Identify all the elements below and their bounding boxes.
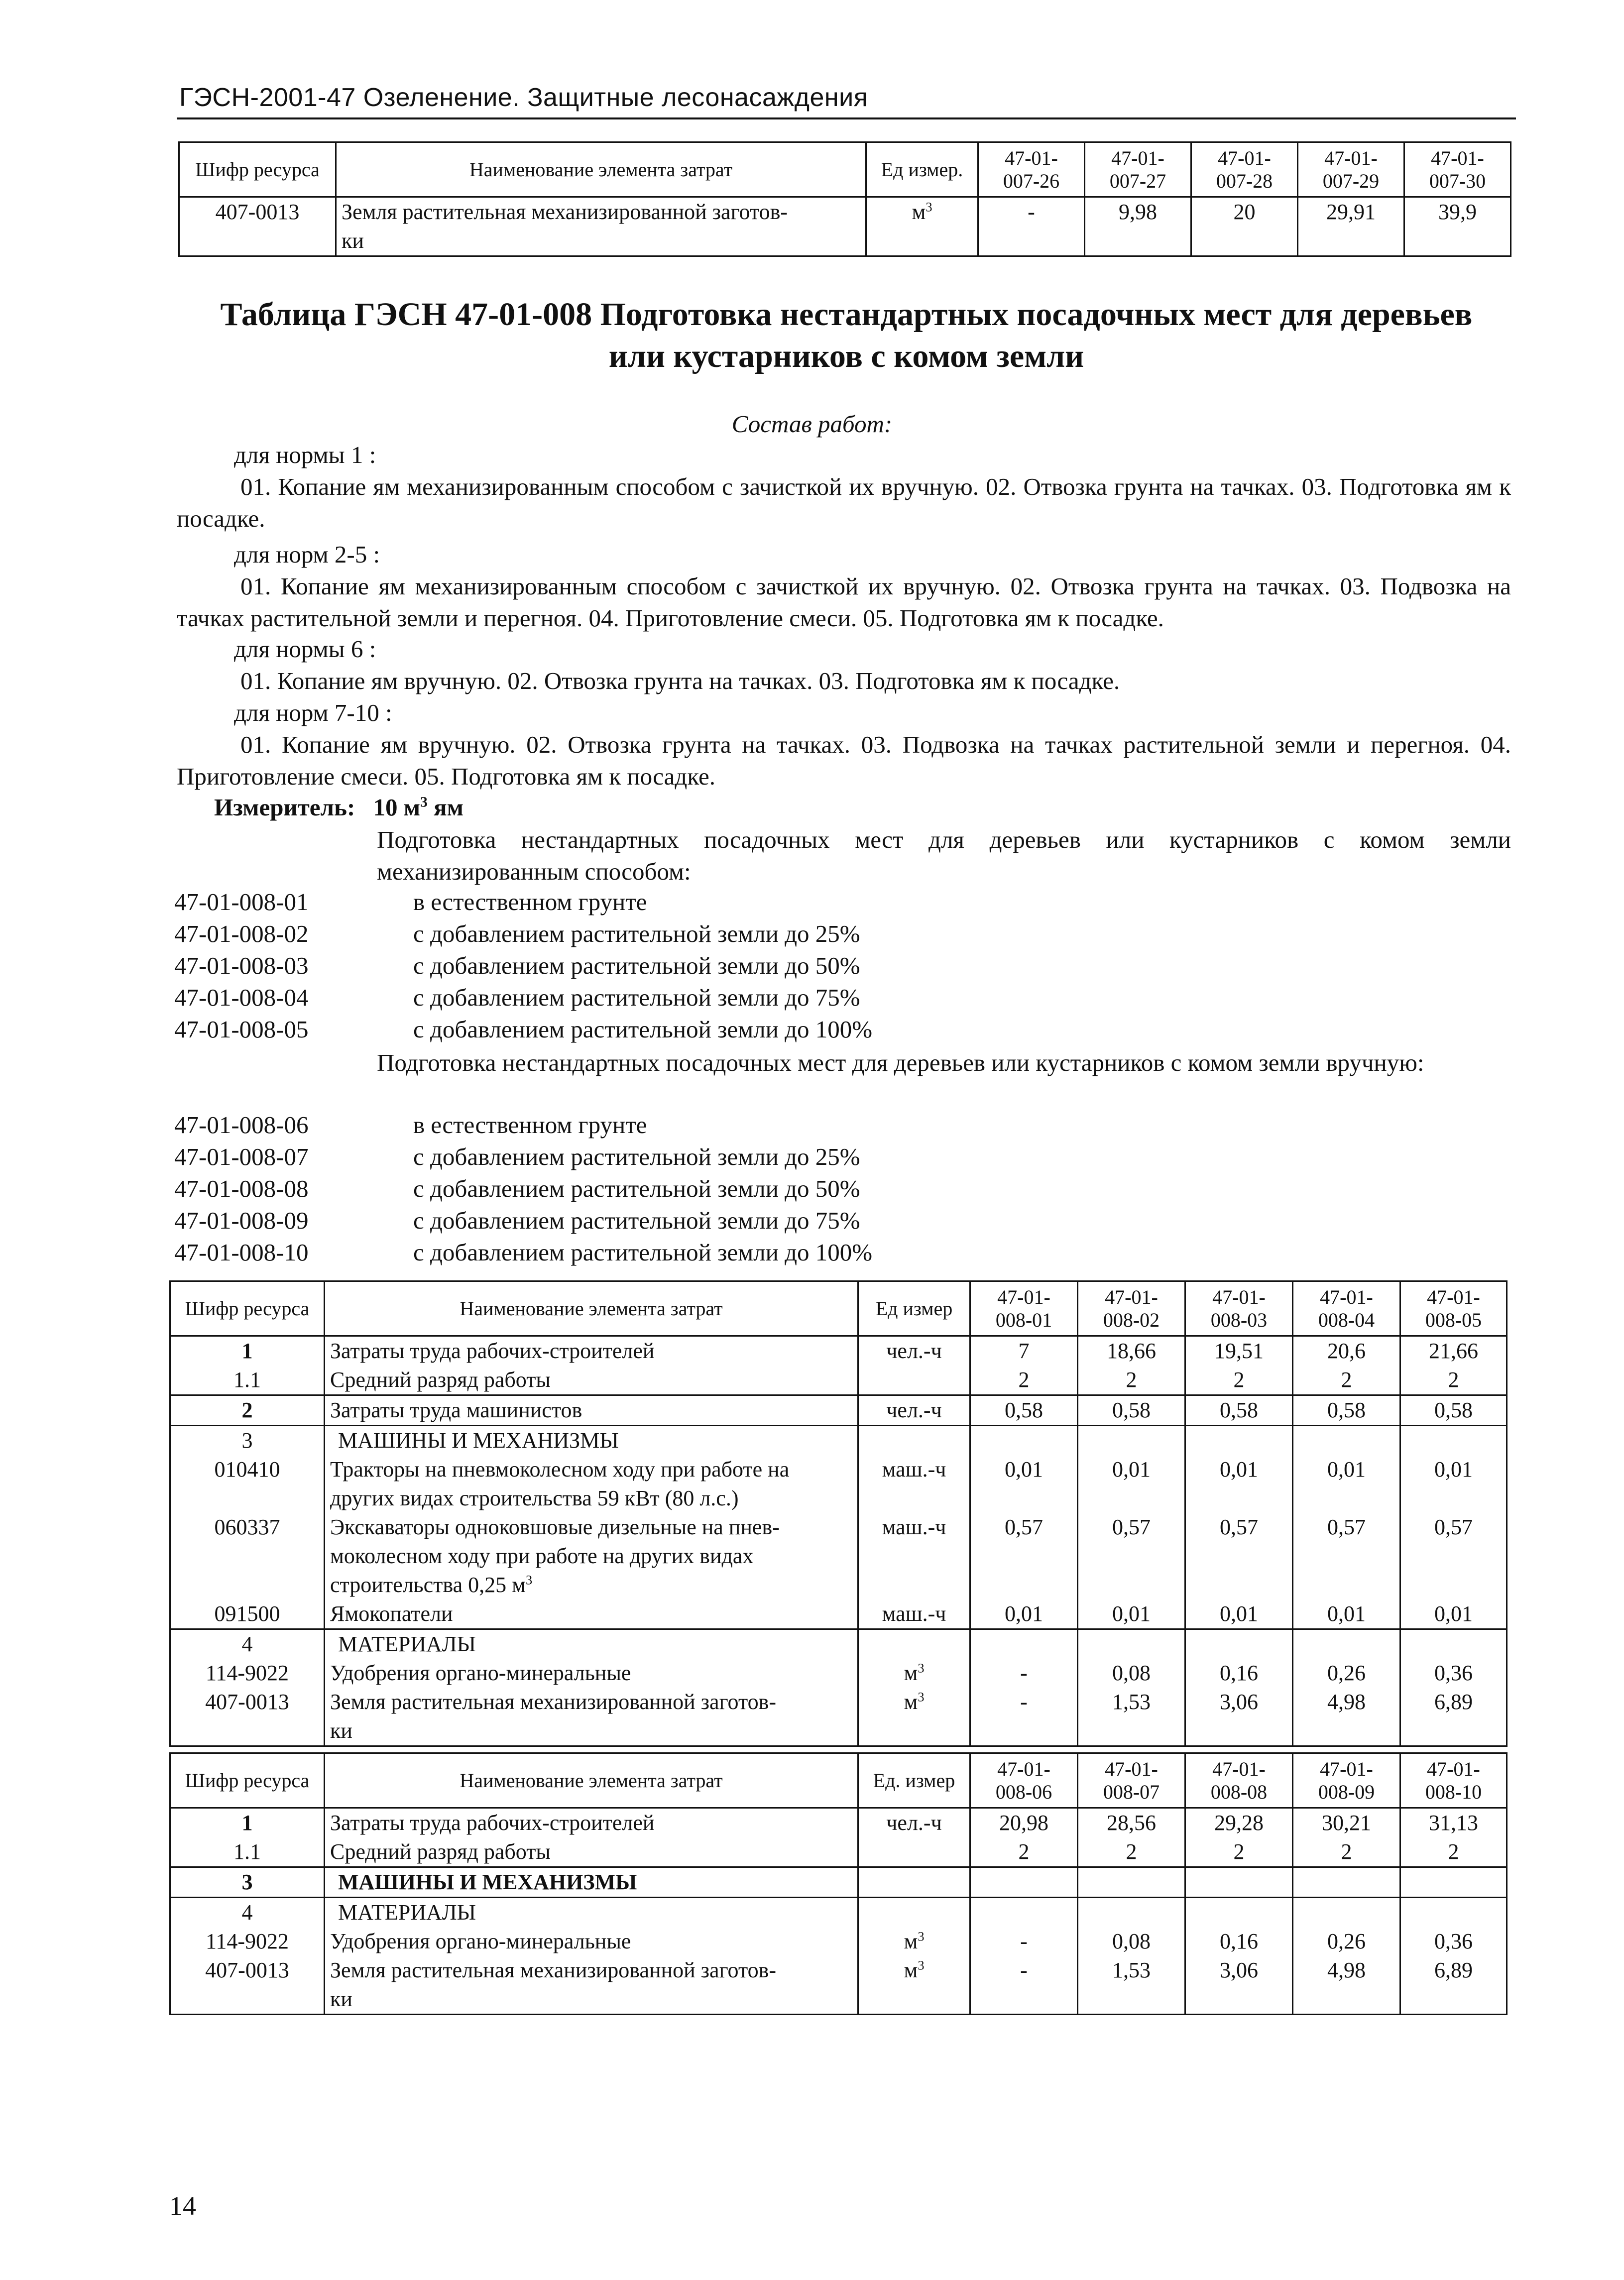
th-col: 47-01- 008-10 — [1400, 1753, 1507, 1808]
cell-value: 0,58 — [1400, 1395, 1507, 1426]
cell-value: 0,01 0,57 0,01 — [1400, 1426, 1507, 1629]
cell-value: 0,01 0,57 0,01 — [970, 1426, 1078, 1629]
cell-value: 0,58 — [1078, 1395, 1185, 1426]
th-name: Наименование элемента затрат — [325, 1281, 858, 1336]
composition-heading: Состав работ: — [731, 410, 893, 438]
cell-unit: чел.-ч — [858, 1336, 970, 1395]
norm-code: 47-01-008-06 — [174, 1111, 309, 1139]
cell-name: МАТЕРИАЛЫ Удобрения органо-минеральные Земля растительная механизированной заготов- ки — [325, 1629, 858, 1746]
norm-code: 47-01-008-07 — [174, 1143, 309, 1170]
cell-value: 18,66 2 — [1078, 1336, 1185, 1395]
th-unit: Ед. измер — [858, 1753, 970, 1808]
norm-desc: в естественном грунте — [413, 1111, 647, 1139]
norm-desc: с добавлением растительной земли до 100% — [413, 1239, 873, 1266]
th-col: 47-01- 008-03 — [1185, 1281, 1293, 1336]
cell-code: 4 114-9022 407-0013 — [170, 1898, 325, 2015]
group-intro: Подготовка нестандартных посадочных мест для деревьев или кустарников с комом земли механизированным способом: — [377, 826, 1511, 885]
cell-value: 0,08 1,53 — [1078, 1898, 1185, 2015]
cell-value: 0,16 3,06 — [1185, 1629, 1293, 1746]
th-name: Наименование элемента затрат — [325, 1753, 858, 1808]
table-title — [179, 294, 1513, 377]
cell-value: 20,98 2 — [970, 1808, 1078, 1867]
norm-code: 47-01-008-05 — [174, 1016, 309, 1043]
cell-unit — [858, 1867, 970, 1898]
th-col: 47-01- 007-30 — [1404, 142, 1511, 197]
cell-unit: $м^3$ $м^3$ — [858, 1898, 970, 2015]
resource-table-1 — [169, 1280, 1508, 1747]
th-unit: Ед измер. — [866, 142, 978, 197]
norm-desc: в естественном грунте — [413, 888, 647, 915]
th-unit: Ед измер — [858, 1281, 970, 1336]
title-line1: Таблица ГЭСН 47-01-008 Подготовка нестандартных посадочных мест для деревьев — [220, 296, 1473, 333]
th-col: 47-01- 008-01 — [970, 1281, 1078, 1336]
norm-code: 47-01-008-10 — [174, 1239, 309, 1266]
group-intro: Подготовка нестандартных посадочных мест для деревьев или кустарников с комом земли вручную: — [377, 1049, 1424, 1076]
cell-value: 0,01 0,57 0,01 — [1293, 1426, 1400, 1629]
th-col: 47-01- 007-27 — [1085, 142, 1191, 197]
th-code: Шифр ресурса — [170, 1281, 325, 1336]
cell-value: 0,26 4,98 — [1293, 1898, 1400, 2015]
th-name: Наименование элемента затрат — [336, 142, 866, 197]
cell-code: 1 1.1 — [170, 1808, 325, 1867]
norm-desc: с добавлением растительной земли до 50% — [413, 952, 860, 979]
cell-value: 0,36 6,89 — [1400, 1898, 1507, 2015]
cell-value: 29,28 2 — [1185, 1808, 1293, 1867]
cell-value: 0,16 3,06 — [1185, 1898, 1293, 2015]
norm-desc: с добавлением растительной земли до 50% — [413, 1175, 860, 1202]
norm-code: 47-01-008-02 — [174, 920, 309, 947]
norm-code: 47-01-008-01 — [174, 888, 309, 915]
cell-code: 1 1.1 — [170, 1336, 325, 1395]
cell-value: 29,91 — [1298, 197, 1404, 256]
norm-text: 01. Копание ям механизированным способом с зачисткой их вручную. 02. Отвозка грунта на тачках. 03. Подвозка на тачках растительной земли и перегноя. 04. Приготовление смеси. 05. Подготовка ям к посадке. — [177, 572, 1511, 632]
measure-value: 10 $м^3$ ям — [373, 794, 464, 821]
measure — [214, 792, 464, 823]
norm-desc: с добавлением растительной земли до 25% — [413, 920, 860, 947]
cell-value: 0,36 6,89 — [1400, 1629, 1507, 1746]
th-col: 47-01- 007-29 — [1298, 142, 1404, 197]
th-code: Шифр ресурса — [179, 142, 336, 197]
cell-name: МАШИНЫ И МЕХАНИЗМЫ Тракторы на пневмоколесном ходу при работе на других видах строительства 59 кВт (80 л.с.) Экскаваторы одноковшовые дизельные на пнев- моколесном ходу при работе на других видах строительства 0,25 $м^3$ Ямокопатели — [325, 1426, 858, 1629]
norm-desc: с добавлением растительной земли до 25% — [413, 1143, 860, 1170]
th-col: 47-01- 008-06 — [970, 1753, 1078, 1808]
cell-value — [1185, 1867, 1293, 1898]
cell-unit: маш.-ч маш.-ч маш.-ч — [858, 1426, 970, 1629]
th-col: 47-01- 007-28 — [1191, 142, 1298, 197]
cell-value: 0,58 — [1185, 1395, 1293, 1426]
running-header: ГЭСН-2001-47 Озеленение. Защитные лесонасаждения — [179, 83, 868, 112]
cell-value: 20 — [1191, 197, 1298, 256]
cell-value: 0,58 — [970, 1395, 1078, 1426]
cell-value: 0,58 — [1293, 1395, 1400, 1426]
cell-name: МАШИНЫ И МЕХАНИЗМЫ — [325, 1867, 858, 1898]
cell-code: 3 — [170, 1867, 325, 1898]
norm-label: для нормы 6 : — [234, 635, 376, 663]
norm-desc: с добавлением растительной земли до 75% — [413, 1207, 860, 1234]
cell-value: - - — [970, 1629, 1078, 1746]
th-col: 47-01- 008-07 — [1078, 1753, 1185, 1808]
header-rule — [177, 117, 1516, 119]
norm-label: для норм 7-10 : — [234, 699, 392, 726]
norm-text: 01. Копание ям вручную. 02. Отвозка грунта на тачках. 03. Подвозка на тачках растительной земли и перегноя. 04. Приготовление смеси. 05. Подготовка ям к посадке. — [177, 731, 1511, 790]
cell-value: 0,26 4,98 — [1293, 1629, 1400, 1746]
cell-value: 19,51 2 — [1185, 1336, 1293, 1395]
cell-code: 407-0013 — [179, 197, 336, 256]
cell-code: 4 114-9022 407-0013 — [170, 1629, 325, 1746]
title-line2: или кустарников с комом земли — [608, 338, 1084, 374]
norm-label: для норм 2-5 : — [234, 541, 380, 568]
norm-label: для нормы 1 : — [234, 441, 376, 468]
cell-value: 0,08 1,53 — [1078, 1629, 1185, 1746]
norm-code: 47-01-008-09 — [174, 1207, 309, 1234]
norm-code: 47-01-008-03 — [174, 952, 309, 979]
cell-value: 39,9 — [1404, 197, 1511, 256]
th-col: 47-01- 008-09 — [1293, 1753, 1400, 1808]
norm-desc: с добавлением растительной земли до 100% — [413, 1016, 873, 1043]
norm-code: 47-01-008-08 — [174, 1175, 309, 1202]
page-number: 14 — [169, 2191, 196, 2221]
top-table — [178, 141, 1511, 257]
th-code: Шифр ресурса — [170, 1753, 325, 1808]
cell-code: 3 010410 060337 091500 — [170, 1426, 325, 1629]
cell-name: Затраты труда машинистов — [325, 1395, 858, 1426]
resource-table-2 — [169, 1752, 1508, 2015]
cell-name: Затраты труда рабочих-строителей Средний разряд работы — [325, 1808, 858, 1867]
cell-value: 31,13 2 — [1400, 1808, 1507, 1867]
th-col: 47-01- 008-02 — [1078, 1281, 1185, 1336]
norm-code: 47-01-008-04 — [174, 984, 309, 1011]
norm-text: 01. Копание ям вручную. 02. Отвозка грунта на тачках. 03. Подготовка ям к посадке. — [240, 667, 1120, 694]
th-col: 47-01- 008-04 — [1293, 1281, 1400, 1336]
th-col: 47-01- 008-08 — [1185, 1753, 1293, 1808]
cell-unit: $м^3$ — [866, 197, 978, 256]
cell-value — [1400, 1867, 1507, 1898]
cell-value: 7 2 — [970, 1336, 1078, 1395]
cell-unit: чел.-ч — [858, 1808, 970, 1867]
cell-value: - — [978, 197, 1085, 256]
cell-value: 20,6 2 — [1293, 1336, 1400, 1395]
cell-unit: $м^3$ $м^3$ — [858, 1629, 970, 1746]
cell-code: 2 — [170, 1395, 325, 1426]
cell-name: Затраты труда рабочих-строителей Средний разряд работы — [325, 1336, 858, 1395]
cell-value: 0,01 0,57 0,01 — [1185, 1426, 1293, 1629]
cell-value: 0,01 0,57 0,01 — [1078, 1426, 1185, 1629]
cell-unit: чел.-ч — [858, 1395, 970, 1426]
norm-text: 01. Копание ям механизированным способом с зачисткой их вручную. 02. Отвозка грунта на тачках. 03. Подготовка ям к посадке. — [177, 473, 1511, 532]
cell-value: 28,56 2 — [1078, 1808, 1185, 1867]
norm-desc: с добавлением растительной земли до 75% — [413, 984, 860, 1011]
cell-value — [1293, 1867, 1400, 1898]
cell-value: 21,66 2 — [1400, 1336, 1507, 1395]
cell-value — [970, 1867, 1078, 1898]
th-col: 47-01- 007-26 — [978, 142, 1085, 197]
th-col: 47-01- 008-05 — [1400, 1281, 1507, 1336]
cell-name: Земля растительная механизированной заготов- ки — [336, 197, 866, 256]
cell-value: 9,98 — [1085, 197, 1191, 256]
cell-name: МАТЕРИАЛЫ Удобрения органо-минеральные Земля растительная механизированной заготов- ки — [325, 1898, 858, 2015]
cell-value — [1078, 1867, 1185, 1898]
measure-label: Измеритель: — [214, 794, 355, 821]
cell-value: 30,21 2 — [1293, 1808, 1400, 1867]
cell-value: - - — [970, 1898, 1078, 2015]
